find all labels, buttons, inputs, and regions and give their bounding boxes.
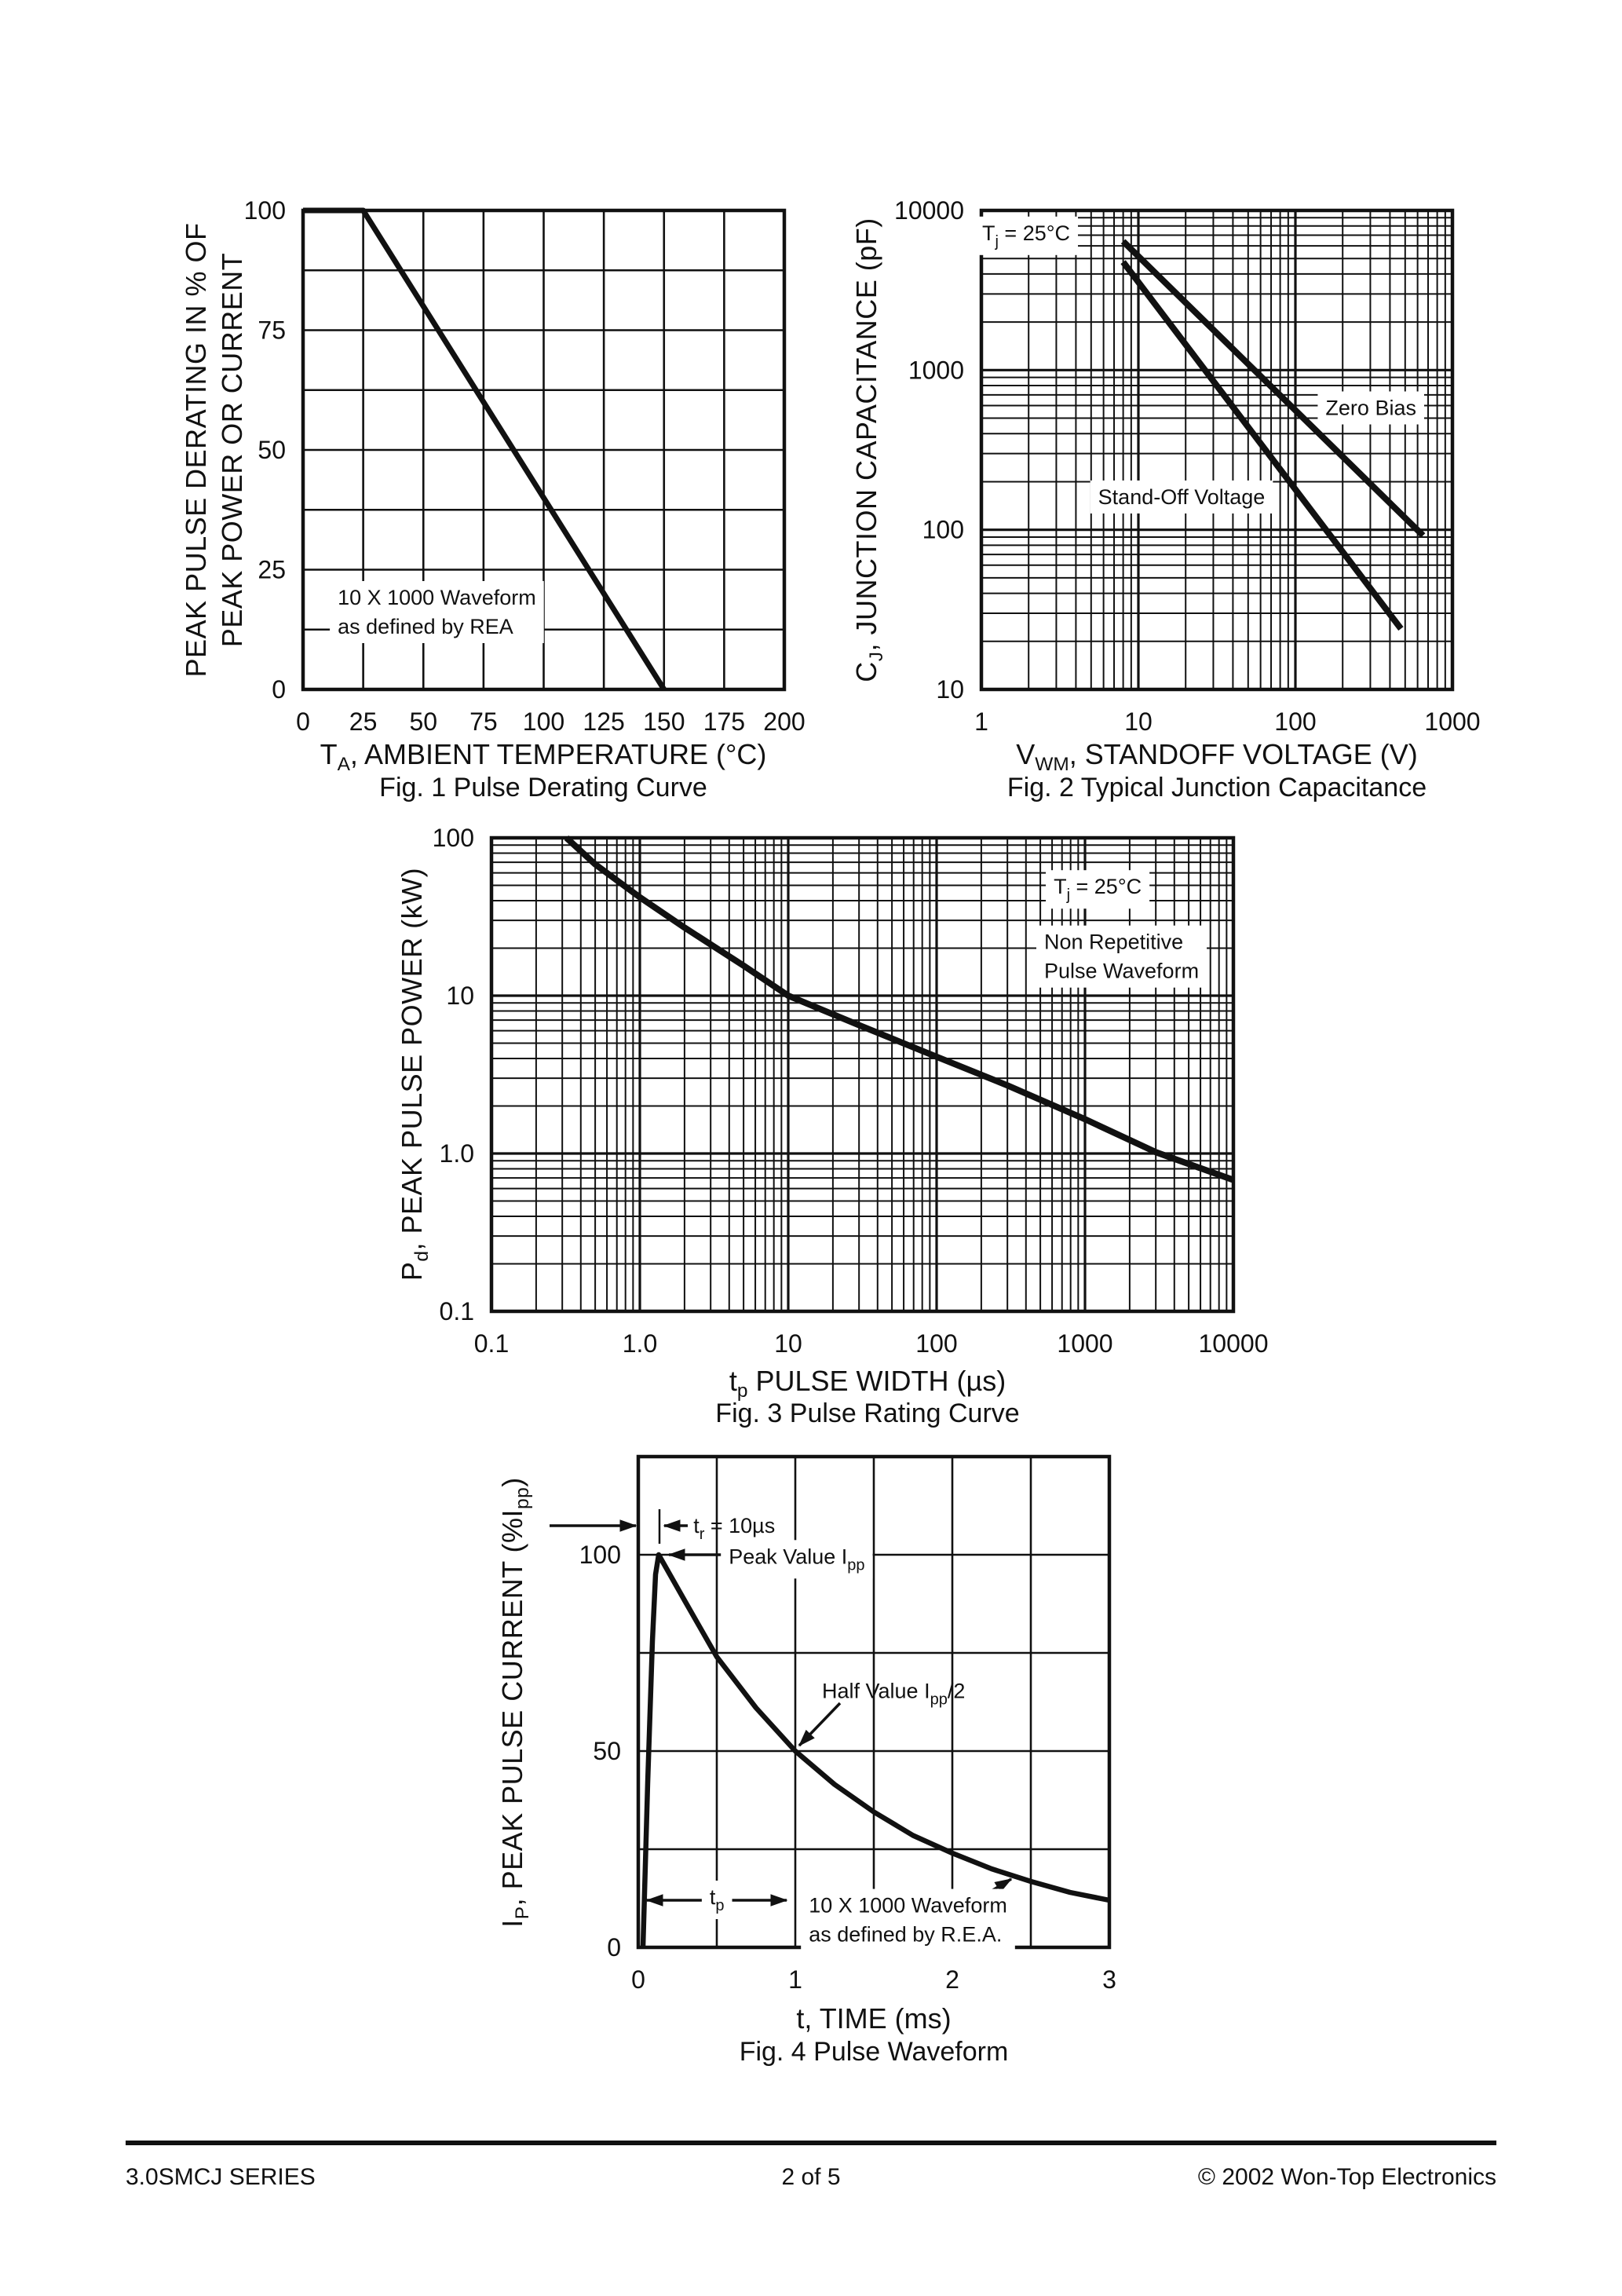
fig1-x-tick-label: 100 (522, 707, 565, 736)
fig1-y-tick-label: 75 (258, 316, 286, 345)
fig3-y-tick-label: 100 (432, 824, 474, 852)
fig2-y-tick-label: 1000 (908, 356, 964, 385)
fig1-x-tick-label: 150 (643, 707, 685, 736)
fig1-y-axis-title-line2: PEAK POWER OR CURRENT (216, 252, 248, 648)
fig4-edge-arrow (550, 1520, 636, 1531)
fig1-y-axis-title-line1: PEAK PULSE DERATING IN % OF (180, 222, 212, 678)
svg-text:tp: $t_p$ (709, 1885, 725, 1914)
fig3-x-tick-label: 1.0 (622, 1329, 658, 1358)
fig2-plot-border (981, 210, 1452, 689)
svg-text:10 X 1000 Waveform: 10 X 1000 Waveform (338, 586, 536, 609)
fig1-y-tick-label: 25 (258, 555, 286, 584)
fig1-y-tick-label: 0 (272, 675, 286, 704)
fig3-x-tick-label: 10 (774, 1329, 802, 1358)
svg-text:Pulse Waveform: Pulse Waveform (1044, 959, 1200, 983)
fig1-x-tick-label: 50 (409, 707, 438, 736)
footer-copyright: © 2002 Won-Top Electronics (1197, 2164, 1496, 2190)
svg-text:tr = 10µs: $t_r = 10\mu s$ (693, 1513, 776, 1543)
fig4-caption: Fig. 4 Pulse Waveform (739, 2037, 1009, 2067)
fig2-x-axis-title: $V_{WM}$, STANDOFF VOLTAGE (V) (1016, 738, 1418, 776)
fig2-junction-capacitance-chart (848, 187, 1500, 737)
fig2-zero-bias-label (1325, 397, 1416, 420)
fig3-x-tick-label: 1000 (1057, 1329, 1113, 1358)
svg-text:Non Repetitive: Non Repetitive (1044, 930, 1184, 954)
fig3-pulse-rating-chart (353, 814, 1288, 1364)
fig3-y-tick-label: 10 (446, 982, 474, 1010)
fig1-x-tick-label: 25 (349, 707, 378, 736)
fig4-x-tick-label: 0 (631, 1965, 645, 1994)
fig3-y-axis-title: $P_d$, PEAK PULSE POWER (kW) (395, 867, 433, 1281)
fig2-y-tick-label: 10 (936, 675, 964, 704)
fig2-stand-off-voltage-curve (1123, 262, 1401, 629)
fig2-y-tick-label: 10000 (894, 196, 964, 225)
fig4-rise-time-label (693, 1514, 775, 1543)
fig4-y-tick-label: 100 (579, 1541, 621, 1569)
fig4-half-value-arrow (799, 1703, 840, 1746)
fig3-y-tick-label: 0.1 (439, 1297, 474, 1325)
footer-rule (126, 2141, 1496, 2145)
fig1-caption: Fig. 1 Pulse Derating Curve (379, 773, 707, 803)
fig2-x-tick-label: 10 (1124, 707, 1153, 736)
svg-text:Tj = 25°C: $T_j = 25^\circ C$ (1054, 875, 1142, 905)
fig1-x-axis-title: $T_A$, AMBIENT TEMPERATURE (°C) (320, 738, 767, 776)
footer-series-name: 3.0SMCJ SERIES (126, 2164, 316, 2190)
svg-text:Stand-Off Voltage: Stand-Off Voltage (1098, 484, 1266, 509)
fig3-gridlines (491, 838, 1233, 1311)
fig2-x-tick-label: 1000 (1424, 707, 1481, 736)
fig3-plot-border (491, 838, 1233, 1311)
fig1-x-tick-label: 125 (583, 707, 625, 736)
fig3-y-tick-label: 1.0 (439, 1139, 474, 1168)
fig4-half-value-label (822, 1680, 965, 1709)
fig4-x-tick-label: 1 (788, 1965, 802, 1994)
fig1-pulse-derating-chart (173, 187, 810, 737)
fig2-y-tick-label: 100 (922, 515, 964, 544)
fig1-x-tick-label: 175 (703, 707, 746, 736)
fig2-gridlines (981, 210, 1452, 689)
fig4-x-tick-label: 2 (945, 1965, 959, 1994)
fig3-caption: Fig. 3 Pulse Rating Curve (715, 1398, 1020, 1428)
svg-text:Tj = 25°C: $T_j = 25^\circ C$ (981, 221, 1071, 250)
fig1-x-tick-label: 75 (469, 707, 498, 736)
fig3-x-tick-label: 100 (915, 1329, 958, 1358)
fig4-tr-arrow (664, 1520, 688, 1531)
fig3-x-tick-label: 10000 (1198, 1329, 1269, 1358)
fig2-standoff-label (1098, 485, 1266, 509)
fig4-x-axis-title: t, TIME (ms) (796, 2002, 952, 2035)
svg-text:Half Value Ipp/2: Half Value $I_{pp}/2$ (822, 1679, 966, 1709)
fig1-y-tick-label: 50 (258, 436, 286, 464)
svg-text:as defined by R.E.A.: as defined by R.E.A. (809, 1922, 1003, 1947)
fig4-y-tick-label: 0 (607, 1933, 621, 1961)
fig2-x-tick-label: 1 (974, 707, 988, 736)
fig3-x-axis-title: $t_p$ PULSE WIDTH (µs) (729, 1365, 1006, 1402)
svg-text:Peak Value Ipp: Peak Value $I_{pp}$ (729, 1545, 865, 1574)
fig2-x-tick-label: 100 (1274, 707, 1317, 736)
svg-text:10 X 1000 Waveform: 10 X 1000 Waveform (809, 1893, 1007, 1918)
fig2-caption: Fig. 2 Typical Junction Capacitance (1006, 773, 1427, 803)
svg-text:Zero Bias: Zero Bias (1325, 396, 1416, 420)
fig1-x-tick-label: 200 (763, 707, 806, 736)
fig4-pulse-waveform-chart (502, 1433, 1154, 2014)
fig3-x-tick-label: 0.1 (473, 1329, 510, 1358)
footer-page-number: 2 of 5 (781, 2164, 841, 2190)
fig1-x-tick-label: 0 (296, 707, 310, 736)
fig4-y-axis-title: $I_P$, PEAK PULSE CURRENT $(\%I_{pp})$ (495, 1477, 534, 1928)
fig4-x-tick-label: 3 (1102, 1965, 1116, 1994)
fig4-y-tick-label: 50 (593, 1737, 621, 1765)
fig1-y-tick-label: 100 (243, 196, 286, 225)
fig2-y-axis-title: $C_J$, JUNCTION CAPACITANCE (pF) (849, 218, 888, 682)
svg-text:as defined by REA: as defined by REA (338, 615, 513, 638)
